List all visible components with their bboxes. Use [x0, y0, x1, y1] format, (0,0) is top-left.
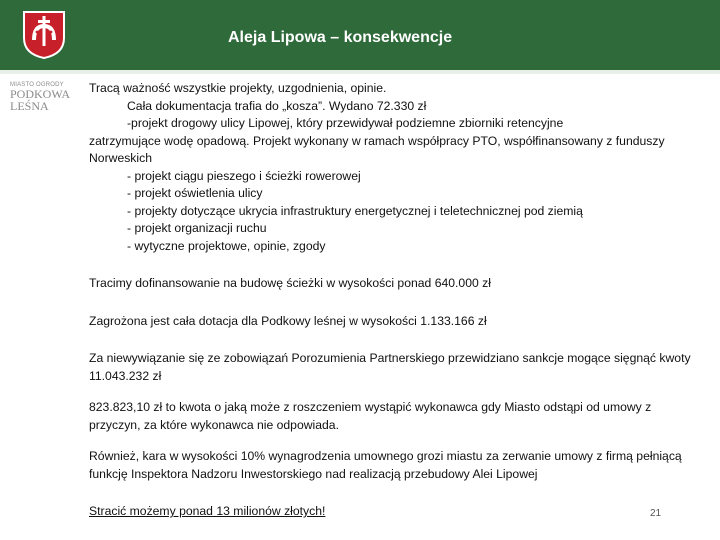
page-number: 21	[650, 508, 662, 519]
list-item: - projekty dotyczące ukrycia infrastruktury energetycznej i teletechnicznej pod ziemią	[127, 203, 583, 218]
paragraph-cofinancing: Tracimy dofinansowanie na budowę ścieżki w wysokości ponad 640.000 zł	[89, 276, 491, 290]
logo-tagline: MIASTO OGRODY	[10, 82, 64, 88]
paragraph-contractor-claim: 823.823,10 zł to kwota o jaką może z roszczeniem wystąpić wykonawca gdy Miasto odstąpi od umowy z przyczyn, za które wykonawca nie odpowiada.	[89, 400, 652, 432]
paragraph-total-loss: Stracić możemy ponad 13 milionów złotych!	[89, 504, 326, 518]
header-divider	[0, 70, 720, 74]
list-item: - projekt oświetlenia ulicy	[127, 186, 263, 200]
city-logo	[10, 82, 80, 112]
list-item: - wytyczne projektowe, opinie, zgody	[127, 238, 326, 253]
list-item: - projekt ciągu pieszego i ścieżki rowerowej	[127, 168, 361, 183]
logo-name-line1: PODKOWA	[10, 87, 70, 101]
slide-title: Aleja Lipowa – konsekwencje	[228, 29, 453, 46]
paragraph-sanctions: Za niewywiązanie się ze zobowiązań Porozumienia Partnerskiego przewidziano sankcje mogące sięgnąć kwoty 11.043.232 zł	[89, 351, 691, 383]
paragraph-road-project-cont: zatrzymujące wodę opadową. Projekt wykonany w ramach współpracy PTO, współfinansowany z funduszy Norweskich	[89, 133, 665, 165]
header-bar	[0, 0, 720, 70]
paragraph-projects-void: Tracą ważność wszystkie projekty, uzgodnienia, opinie.	[89, 81, 387, 95]
paragraph-road-project: -projekt drogowy ulicy Lipowej, który przewidywał podziemne zbiorniki retencyjne	[127, 116, 564, 130]
slide-body	[89, 80, 701, 521]
coat-of-arms-icon	[22, 10, 66, 60]
paragraph-documentation: Cała dokumentacja trafia do „kosza”. Wydano 72.330 zł	[127, 98, 427, 113]
logo-name-line2: LEŚNA	[10, 99, 49, 113]
paragraph-subsidy: Zagrożona jest cała dotacja dla Podkowy leśnej w wysokości 1.133.166 zł	[89, 313, 487, 328]
paragraph-inspector-penalty: Również, kara w wysokości 10% wynagrodzenia umownego grozi miastu za zerwanie umowy z firmą pełniącą funkcję Inspektora Nadzoru Inwestorskiego nad realizacją przebudowy Alei Lipowej	[89, 449, 682, 481]
list-item: - projekt organizacji ruchu	[127, 221, 267, 235]
